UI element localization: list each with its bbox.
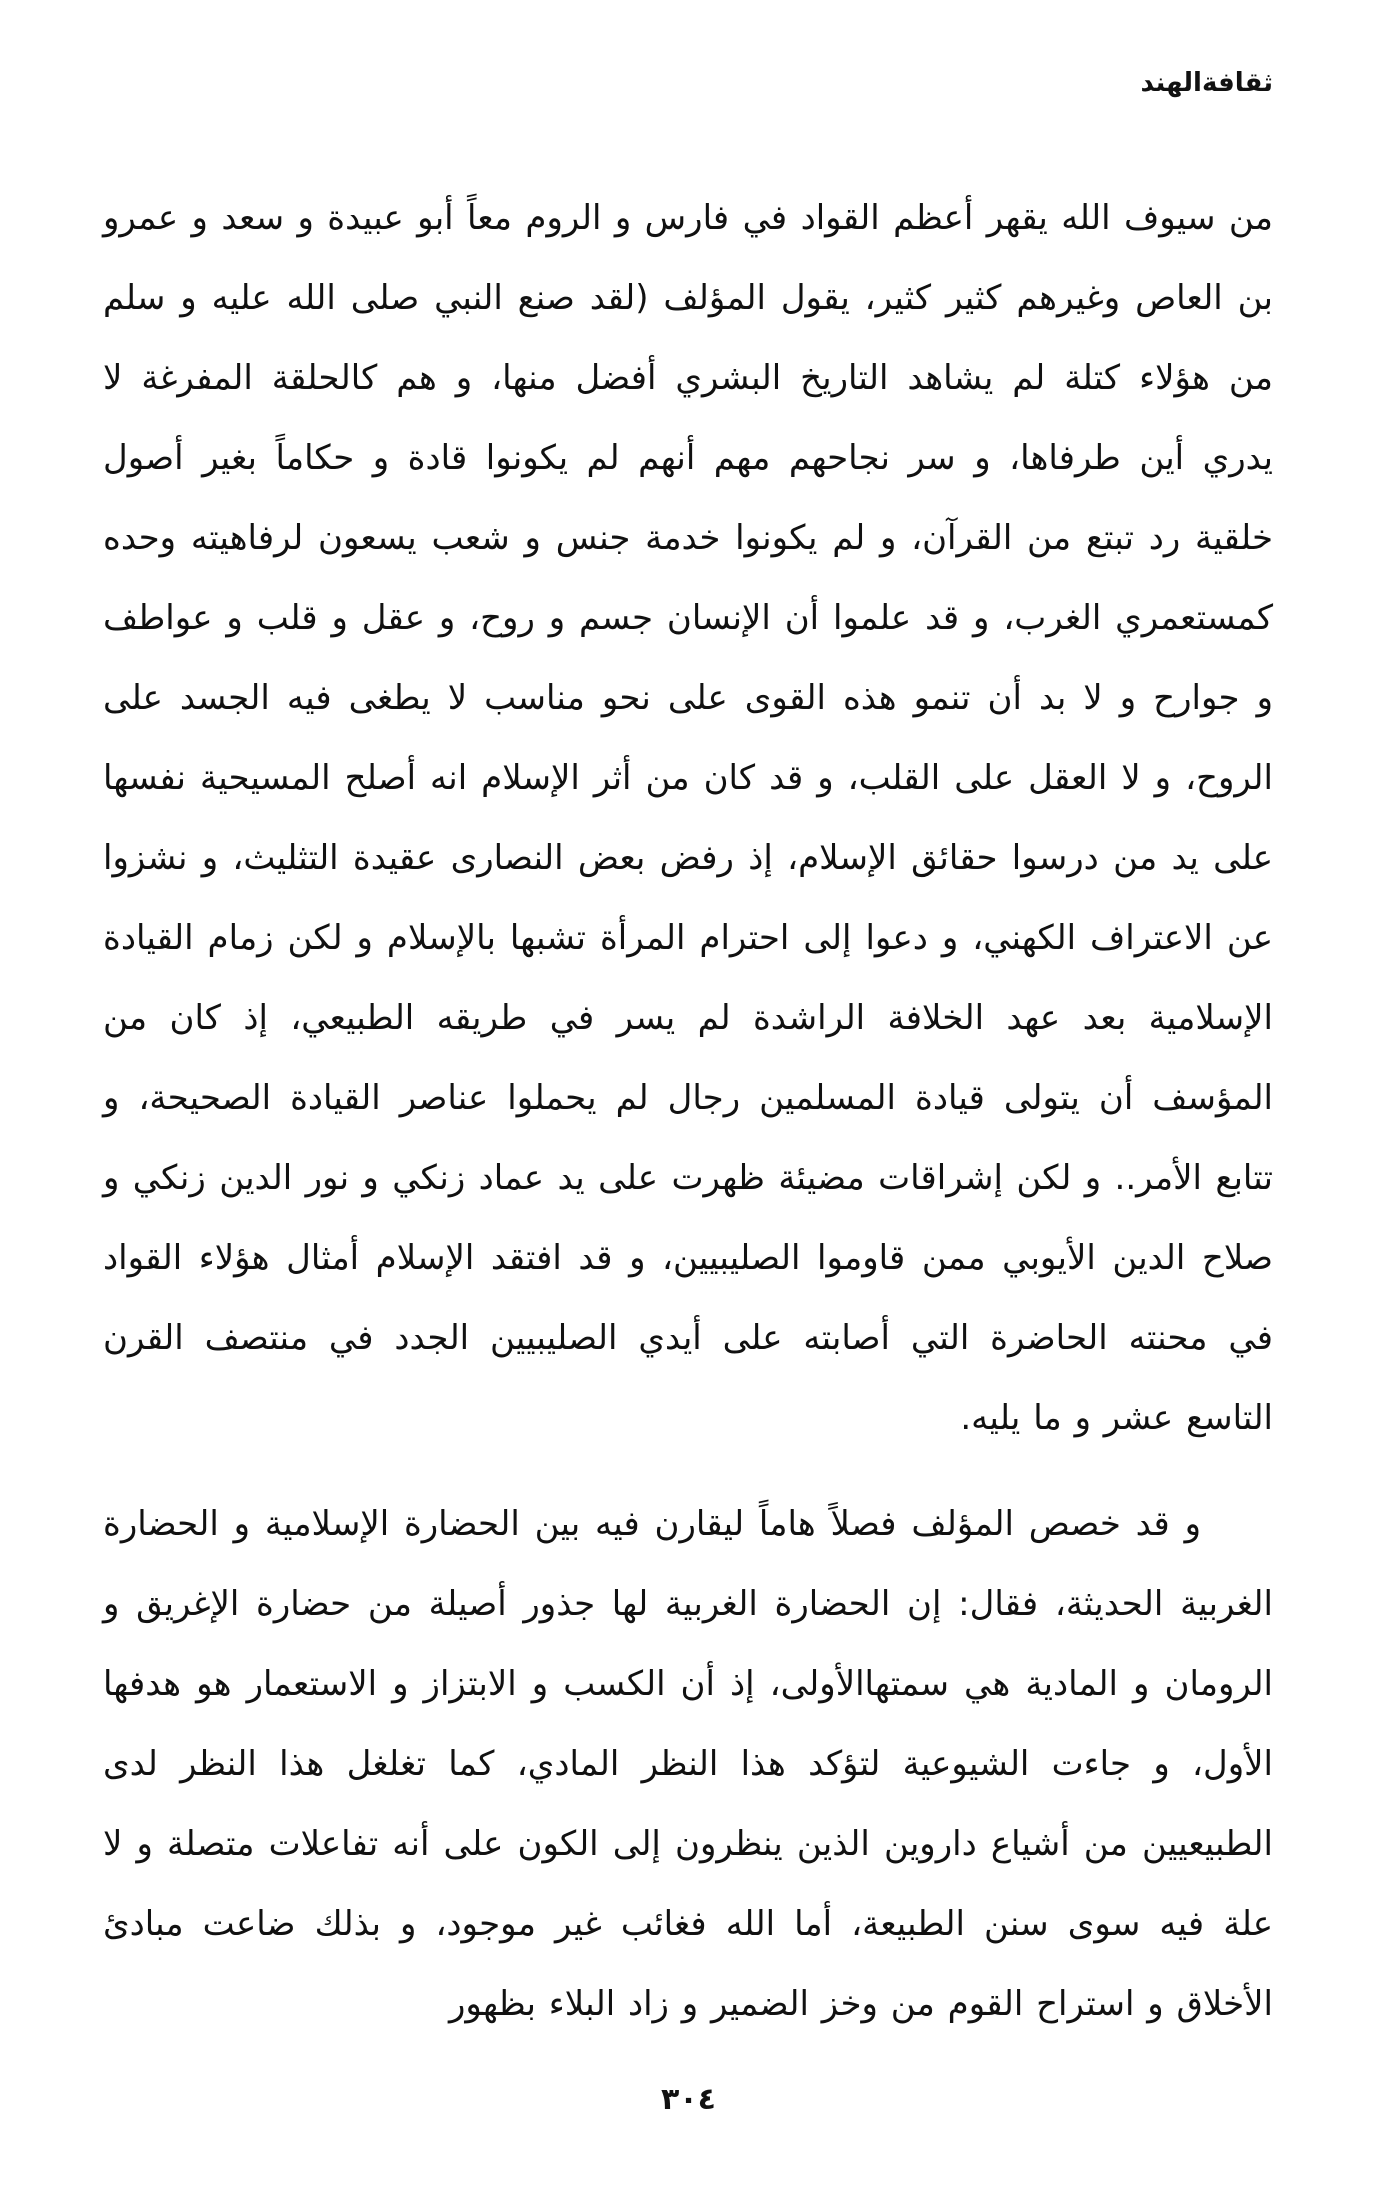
paragraph-1: من سيوف الله يقهر أعظم القواد في فارس و الروم معاً أبو عبيدة و سعد و عمرو بن العاص وغيرهم كثير كثير، يقول المؤلف (لقد صنع النبي صلى الله عليه و سلم من هؤلاء كتلة لم يشاهد التاريخ البشري أفضل منها، و هم كالحلقة المفرغة لا يدري أين طرفاها، و سر نجاحهم مهم أنهم لم يكونوا قادة و حكاماً بغير أصول خلقية رد تبتع من القرآن، و لم يكونوا خدمة جنس و شعب يسعون لرفاهيته وحده كمستعمري الغرب، و قد علموا أن الإنسان جسم و روح، و عقل و قلب و عواطف و جوارح و لا بد أن تنمو هذه القوى على نحو مناسب لا يطغى فيه الجسد على الروح، و لا العقل على القلب، و قد كان من أثر الإسلام انه أصلح المسيحية نفسها على يد من درسوا حقائق الإسلام، إذ رفض بعض النصارى عقيدة التثليث، و نشزوا عن الاعتراف الكهني، و دعوا إلى احترام المرأة تشبها بالإسلام و لكن زمام القيادة الإسلامية بعد عهد الخلافة الراشدة لم يسر في طريقه الطبيعي، إذ كان من المؤسف أن يتولى قيادة المسلمين رجال لم يحملوا عناصر القيادة الصحيحة، و تتابع الأمر.. و لكن إشراقات مضيئة ظهرت على يد عماد زنكي و نور الدين زنكي و صلاح الدين الأيوبي ممن قاوموا الصليبيين، و قد افتقد الإسلام أمثال هؤلاء القواد في محنته الحاضرة التي أصابته على أيدي الصليبيين الجدد في منتصف القرن التاسع عشر و ما يليه.	[103, 198, 1273, 1438]
page-number: ٣٠٤	[661, 2082, 716, 2117]
running-header-title: ثقافةالهند	[1140, 68, 1273, 98]
paragraph-2: و قد خصص المؤلف فصلاً هاماً ليقارن فيه بين الحضارة الإسلامية و الحضارة الغربية الحديثة، فقال: إن الحضارة الغربية لها جذور أصيلة من حضارة الإغريق و الرومان و المادية هي سمتهاالأولى، إذ أن الكسب و الابتزاز و الاستعمار هو هدفها الأول، و جاءت الشيوعية لتؤكد هذا النظر المادي، كما تغلغل هذا النظر لدى الطبيعيين من أشياع داروين الذين ينظرون إلى الكون على أنه تفاعلات متصلة و لا علة فيه سوى سنن الطبيعة، أما الله فغائب غير موجود، و بذلك ضاعت مبادئ الأخلاق و استراح القوم من وخز الضمير و زاد البلاء بظهور	[103, 1504, 1273, 2024]
body-text	[103, 178, 1273, 2044]
